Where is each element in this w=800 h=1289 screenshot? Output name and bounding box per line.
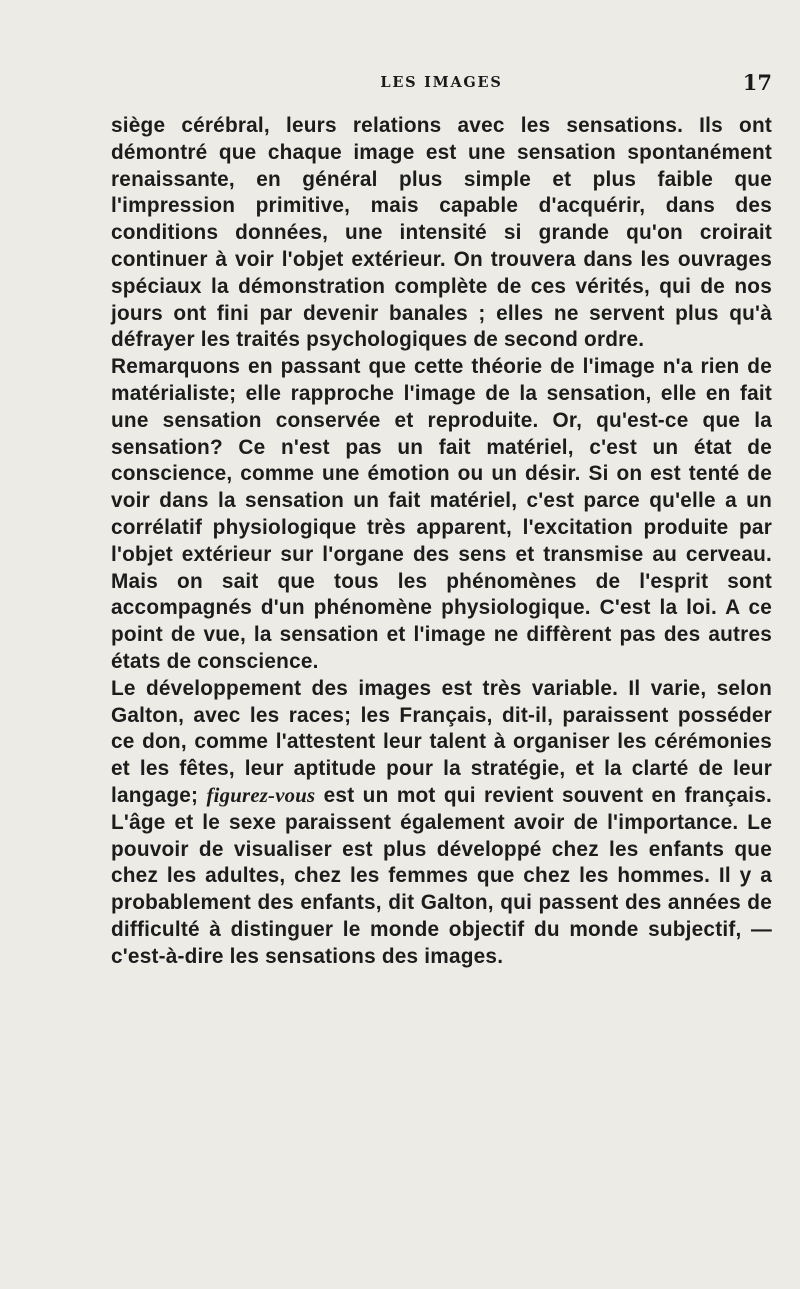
paragraph-3-part-2: est un mot qui revient souvent en français. L'âge et le sexe paraissent également avoir de l'importance. Le pouvoir de visualiser est plus développé chez les enfants que chez les adultes, chez les femmes que chez les hommes. Il y a probablement des enfants, dit Galton, qui passent des années de difficulté à distinguer le monde objectif du monde subjectif, — c'est-à-dire les sensations des images. [111,783,772,968]
page-number: 17 [742,70,772,95]
running-head [111,70,772,96]
paragraph-3-part-1: Le développement des images est très variable. Il varie, selon Galton, avec les races; les Français, dit-il, paraissent posséder ce don, comme l'attestent leur talent à organiser les cérémonies et les fêtes, leur aptitude pour la stratégie, et la clarté de leur langage; [111,676,772,807]
paragraph-1: siège cérébral, leurs relations avec les sensations. Ils ont démontré que chaque image est une sensation spontanément renaissante, en général plus simple et plus faible que l'impression primitive, mais capable d'acquérir, dans des conditions données, une intensité si grande qu'on croirait continuer à voir l'objet extérieur. On trouvera dans les ouvrages spéciaux la démonstration complète de ces vérités, qui de nos jours ont fini par devenir banales ; elles ne servent plus qu'à défrayer les traités psychologiques de second ordre. [111,114,772,352]
paragraph-2: Remarquons en passant que cette théorie de l'image n'a rien de matérialiste; elle rapproche l'image de la sensation, elle en fait une sensation conservée et reproduite. Or, qu'est-ce que la sensation? Ce n'est pas un fait matériel, c'est un état de conscience, comme une émotion ou un désir. Si on est tenté de voir dans la sensation un fait matériel, c'est parce qu'elle a un corrélatif physiologique très apparent, l'excitation produite par l'objet extérieur sur l'organe des sens et transmise au cerveau. Mais on sait que tous les phénomènes de l'esprit sont accompagnés d'un phénomène physiologique. C'est la loi. A ce point de vue, la sensation et l'image ne diffèrent pas des autres états de conscience. [111,355,772,673]
paragraph-3 [111,676,772,971]
italic-phrase: figurez-vous [206,783,316,807]
body-text [111,113,772,971]
running-title: LES IMAGES [380,74,503,91]
